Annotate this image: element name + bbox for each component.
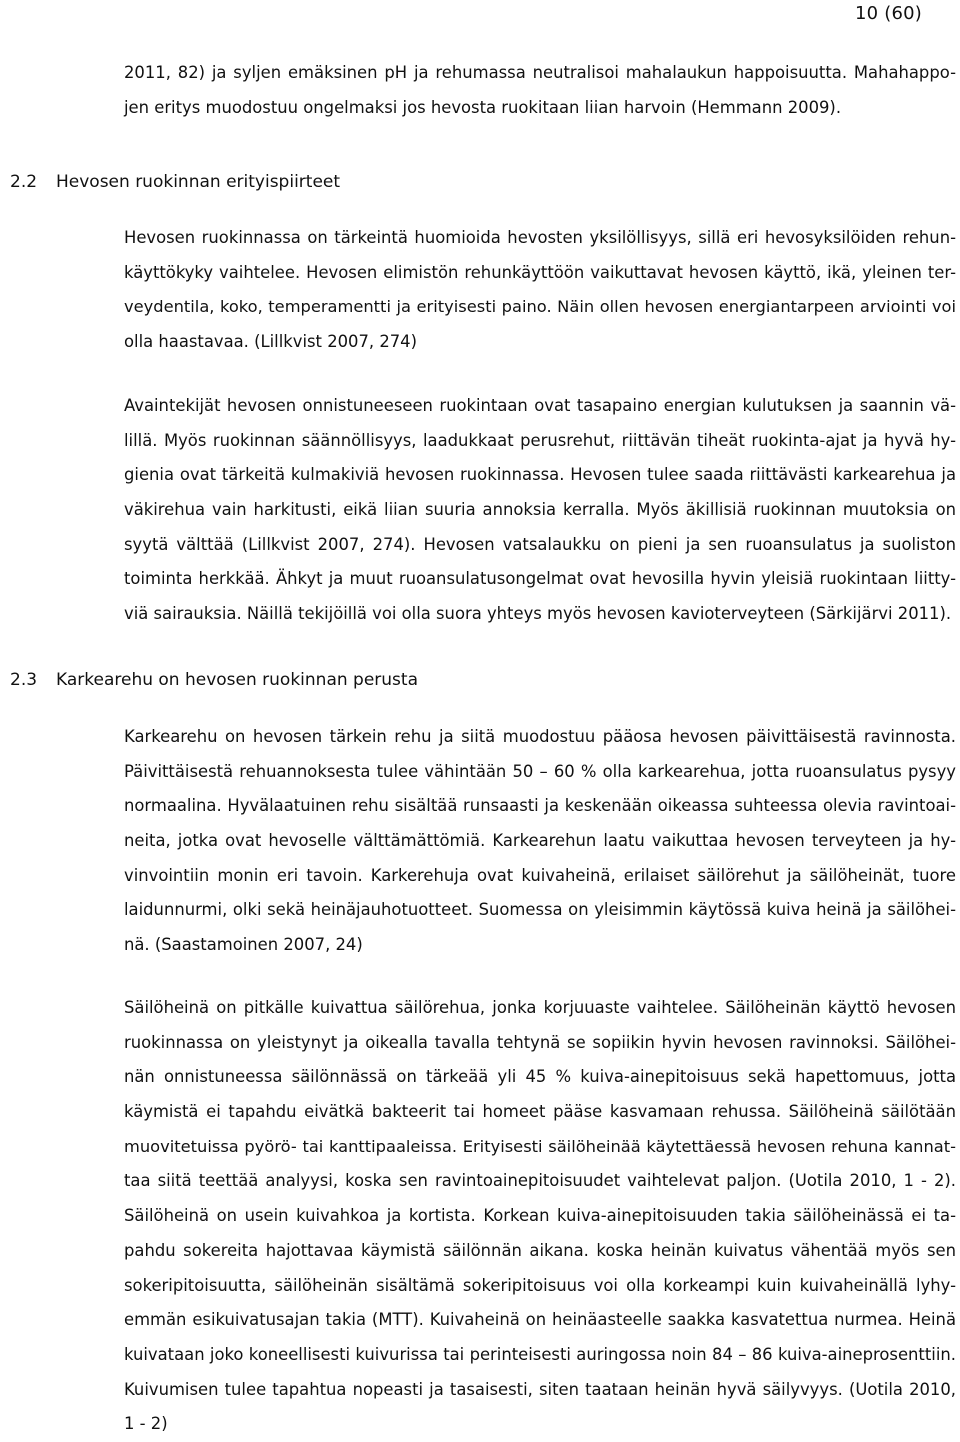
text-line: sokeripitoisuutta, säilöheinän sisältämä sokeripitoisuus voi olla korkeampi kuin kuivaheinällä lyhy- [124,1275,956,1295]
section-title: Hevosen ruokinnan erityispiirteet [56,172,341,192]
text-line: 1 - 2) [124,1414,168,1434]
text-line: nän onnistuneessa säilönnässä on tärkeää yli 45 % kuiva-ainepitoisuus sekä hapettomuus, jotta [124,1067,956,1087]
text-line: väkirehua vain harkitusti, eikä liian suuria annoksia kerralla. Myös äkillisiä ruokinnan muutoksia on [124,500,956,520]
text-line: Karkearehu on hevosen tärkein rehu ja siitä muodostuu pääosa hevosen päivittäisestä ravinnosta. [124,727,956,746]
text-line: pahdu sokereita hajottavaa käymistä säilönnän aikana. koska heinän kuivatus vähentää myös sen [124,1240,956,1260]
section-number: 2.2 [10,172,38,192]
text-line: käyttökyky vaihtelee. Hevosen elimistön rehunkäyttöön vaikuttavat hevosen käyttö, ikä, yleinen ter- [124,262,956,282]
section-heading-2-3 [10,663,418,697]
section-heading-2-2 [10,165,340,199]
text-line: ruokinnassa on yleistynyt ja oikealla tavalla tehtynä se sopiikin hyvin hevosen ravinnoksi. Säilöhei- [124,1032,956,1052]
paragraph [124,720,956,963]
text-line: taa siitä teettää analyysi, koska sen ravintoainepitoisuudet vaihtelevat paljon. (Uotila 2010, 1 - 2). [124,1171,956,1191]
text-line: neita, jotka ovat hevoselle välttämättömiä. Karkearehun laatu vaikuttaa hevosen terveyteen ja hy- [124,831,956,851]
text-line: laidunnurmi, olki sekä heinäjauhotuotteet. Suomessa on yleisimmin käytössä kuiva heinä ja säilöhei- [124,900,956,920]
paragraph [124,389,956,632]
text-line: veydentila, koko, temperamentti ja erityisesti paino. Näin ollen hevosen energiantarpeen arviointi voi [124,297,956,317]
text-line: Avaintekijät hevosen onnistuneeseen ruokintaan ovat tasapaino energian kulutuksen ja saannin vä- [124,396,956,415]
text-line: viä sairauksia. Näillä tekijöillä voi olla suora yhteys myös hevosen kavioterveyteen (Särkijärvi 2011). [124,604,952,624]
text-line: Hevosen ruokinnassa on tärkeintä huomioida hevosten yksilöllisyys, sillä eri hevosyksilöiden rehun- [124,228,956,247]
text-line: emmän esikuivatusajan takia (MTT). Kuivaheinä on heinäasteelle saakka kasvatettua nurmea. Heinä [124,1310,956,1330]
text-line: 2011, 82) ja syljen emäksinen pH ja rehumassa neutralisoi mahalaukun happoisuutta. Mahahappo- [124,63,956,82]
text-line: käymistä ei tapahdu eivätkä bakteerit tai homeet pääse kasvamaan rehussa. Säilöheinä säilötään [124,1102,956,1122]
text-line: olla haastavaa. (Lillkvist 2007, 274) [124,332,418,352]
text-line: lillä. Myös ruokinnan säännöllisyys, laadukkaat perusrehut, riittävän tiheät ruokinta-ajat ja hyvä hy- [124,430,956,450]
text-line: nä. (Saastamoinen 2007, 24) [124,935,363,955]
text-line: Säilöheinä on pitkälle kuivattua säilörehua, jonka korjuuaste vaihtelee. Säilöheinän käyttö hevosen [124,998,956,1017]
paragraph [124,991,956,1442]
text-line: Päivittäisestä rehuannoksesta tulee vähintään 50 – 60 % olla karkearehua, jotta ruoansulatus pysyy [124,761,956,781]
text-line: toiminta herkkää. Ähkyt ja muut ruoansulatusongelmat ovat hevosilla hyvin yleisiä ruokintaan liitty- [124,569,956,589]
paragraph [124,221,956,360]
intro-paragraph [124,56,956,125]
text-line: jen eritys muodostuu ongelmaksi jos hevosta ruokitaan liian harvoin (Hemmann 2009). [124,97,842,117]
text-line: syytä välttää (Lillkvist 2007, 274). Hevosen vatsalaukku on pieni ja sen ruoansulatus ja suoliston [124,534,956,554]
text-line: kuivataan joko koneellisesti kuivurissa tai perinteisesti auringossa noin 84 – 86 kuiva-aineprosenttiin. [124,1344,956,1364]
text-line: normaalina. Hyvälaatuinen rehu sisältää runsaasti ja keskenään oikeassa suhteessa olevia ravintoai- [124,796,956,816]
text-line: Säilöheinä on usein kuivahkoa ja kortista. Korkean kuiva-ainepitoisuuden takia säilöheinässä ei ta- [124,1206,956,1226]
text-line: muovitetuissa pyörö- tai kanttipaaleissa. Erityisesti säilöheinää käytettäessä hevosen rehuna kannat- [124,1136,956,1156]
text-line: vinvointiin monin eri tavoin. Karkerehuja ovat kuivaheinä, erilaiset säilörehut ja säilöheinät, tuore [124,865,956,885]
page-number: 10 (60) [855,3,922,24]
text-line: Kuivumisen tulee tapahtua nopeasti ja tasaisesti, siten taataan heinän hyvä säilyvyys. (Uotila 2010, [124,1379,956,1399]
section-title: Karkearehu on hevosen ruokinnan perusta [56,670,418,690]
section-number: 2.3 [10,670,38,690]
text-line: gienia ovat tärkeitä kulmakiviä hevosen ruokinnassa. Hevosen tulee saada riittävästi karkearehua ja [124,465,956,485]
